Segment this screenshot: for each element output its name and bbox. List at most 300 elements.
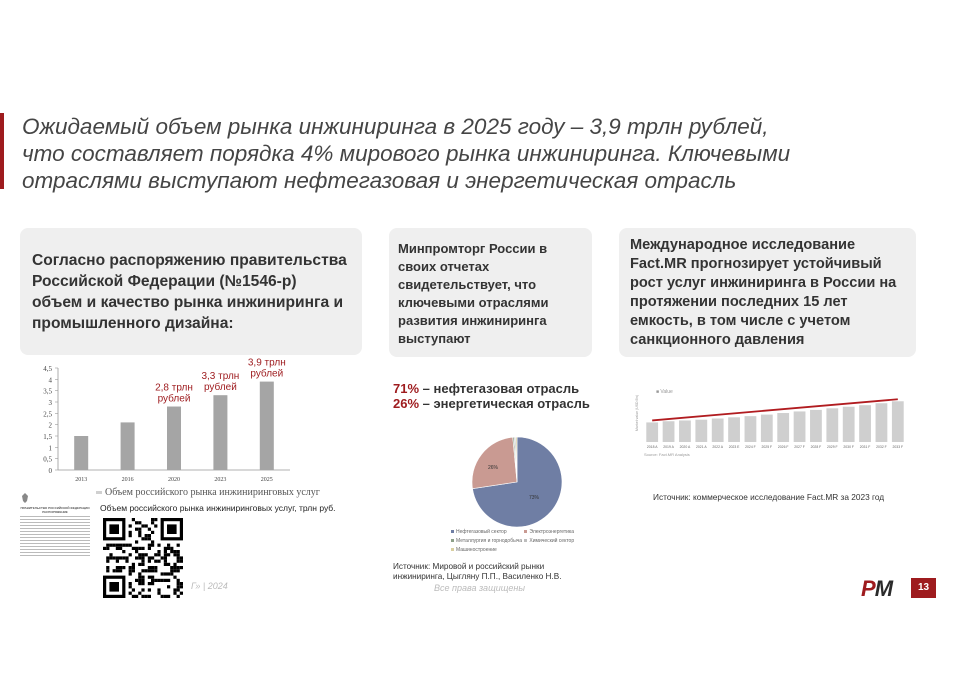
qr-module [167, 563, 170, 566]
share-energy-text: – энергетическая отрасль [419, 396, 590, 411]
qr-module [106, 547, 109, 550]
qr-module [106, 566, 109, 569]
qr-module [177, 560, 180, 563]
qr-module [148, 528, 151, 531]
forecast-x-label: 2023 E [728, 445, 740, 449]
data-label: 2,8 трлн [155, 382, 193, 394]
x-tick-label: 2013 [75, 477, 88, 483]
qr-module [138, 534, 141, 537]
data-label: 3,3 трлн [201, 371, 240, 383]
qr-module [177, 550, 180, 553]
qr-module [116, 560, 119, 563]
headline-line-1: Ожидаемый объем рынка инжиниринга в 2025 году – 3,9 трлн рублей, [22, 114, 769, 139]
y-axis-label: Market value (USD Bn) [635, 395, 639, 431]
qr-module [129, 553, 132, 556]
qr-module [180, 560, 183, 563]
qr-module [145, 595, 148, 598]
x-tick-label: 2025 [260, 477, 273, 483]
decree-text-line [20, 546, 90, 547]
qr-module [170, 569, 173, 572]
factmr-forecast-chart [634, 385, 916, 463]
pie-legend-item [524, 538, 596, 544]
factmr-card [619, 228, 916, 357]
qr-module [148, 595, 151, 598]
qr-module [177, 588, 180, 591]
qr-module [154, 553, 157, 556]
logo-letter-right: М [874, 576, 893, 601]
qr-module [138, 592, 141, 595]
qr-module [157, 553, 160, 556]
qr-module [141, 524, 144, 527]
qr-module [148, 569, 151, 572]
qr-module [113, 544, 116, 547]
qr-module [154, 560, 157, 563]
forecast-bar [646, 422, 658, 442]
forecast-bar [663, 421, 675, 442]
decree-text-line [20, 540, 90, 541]
qr-module [135, 595, 138, 598]
qr-module [177, 556, 180, 559]
y-tick-label: 4 [48, 376, 52, 385]
qr-module [173, 553, 176, 556]
share-oil-gas-text: – нефтегазовая отрасль [419, 381, 580, 396]
decree-text-line [20, 528, 90, 529]
qr-module [138, 528, 141, 531]
qr-module [167, 579, 170, 582]
rights-note: Все права защищены [434, 583, 525, 593]
qr-module [161, 572, 164, 575]
qr-module [141, 556, 144, 559]
y-tick-label: 2 [48, 421, 52, 430]
forecast-bar [876, 403, 888, 442]
decree-title: ПРАВИТЕЛЬСТВО РОССИЙСКОЙ ФЕДЕРАЦИИ [20, 506, 90, 510]
qr-module [145, 569, 148, 572]
qr-module [109, 544, 112, 547]
y-tick-label: 3,5 [43, 387, 52, 396]
pie-legend-item [524, 529, 596, 535]
bar [167, 407, 181, 470]
qr-module [138, 579, 141, 582]
y-tick-label: 0 [48, 467, 52, 475]
qr-module [145, 524, 148, 527]
forecast-x-label: 2028 F [810, 445, 822, 449]
qr-module [161, 579, 164, 582]
data-label: рублей [157, 393, 191, 405]
qr-module [138, 521, 141, 524]
bar-chart-caption: Объем российского рынка инжиниринговых услуг, трлн руб. [100, 503, 336, 513]
logo-letter-left: Р [861, 576, 875, 601]
forecast-bar [761, 415, 773, 442]
qr-finder [109, 582, 119, 592]
forecast-x-label: 2025 F [761, 445, 773, 449]
minprom-card-text: Минпромторг России в своих отчетах свидетельствует, что ключевыми отраслями развития инжиниринга выступают [398, 241, 549, 346]
forecast-x-label: 2026 F [777, 445, 789, 449]
page-number: 13 [911, 578, 936, 598]
qr-module [129, 544, 132, 547]
qr-module [106, 544, 109, 547]
forecast-x-label: 2018 A [646, 445, 658, 449]
qr-module [151, 566, 154, 569]
series-legend: ■ Value [656, 389, 673, 395]
qr-module [154, 579, 157, 582]
pie-legend-item [451, 529, 523, 535]
qr-module [129, 566, 132, 569]
qr-module [138, 582, 141, 585]
qr-module [167, 544, 170, 547]
decree-subtitle: РАСПОРЯЖЕНИЕ [42, 510, 68, 514]
qr-module [106, 556, 109, 559]
qr-module [164, 556, 167, 559]
qr-module [148, 537, 151, 540]
decree-text-line [20, 552, 90, 553]
qr-finder [167, 524, 177, 534]
qr-module [145, 537, 148, 540]
qr-module [170, 547, 173, 550]
pie-legend-label: Металлургия и горнодобыча [456, 538, 523, 544]
forecast-x-label: 2019 A [663, 445, 674, 449]
y-tick-label: 2,5 [43, 410, 52, 419]
qr-module [177, 553, 180, 556]
decree-card [20, 228, 362, 355]
pie-legend-label: Машиностроение [456, 547, 497, 553]
forecast-bar [728, 417, 740, 442]
qr-module [103, 547, 106, 550]
qr-module [129, 592, 132, 595]
headline-line-2: что составляет порядка 4% мирового рынка инжиниринга. Ключевыми [22, 141, 791, 166]
qr-module [138, 531, 141, 534]
forecast-bar [679, 420, 691, 442]
qr-module [151, 556, 154, 559]
forecast-bar [892, 401, 904, 442]
qr-module [138, 563, 141, 566]
y-tick-label: 1,5 [43, 433, 52, 441]
pie-slice [472, 437, 517, 488]
forecast-x-label: 2020 A [679, 445, 691, 449]
forecast-x-label: 2022 A [712, 445, 723, 449]
pie-legend [451, 529, 601, 556]
qr-module [180, 592, 183, 595]
forecast-bar [826, 408, 838, 442]
qr-module [138, 553, 141, 556]
qr-module [164, 550, 167, 553]
market-volume-bar-chart [28, 356, 298, 488]
pie-legend-label: Химический сектор [529, 538, 575, 544]
qr-module [122, 544, 125, 547]
qr-module [173, 550, 176, 553]
decree-text-line [20, 525, 90, 526]
qr-module [135, 579, 138, 582]
qr-module [122, 550, 125, 553]
qr-module [145, 534, 148, 537]
qr-module [157, 579, 160, 582]
qr-code-icon[interactable] [103, 518, 185, 602]
factmr-card-text: Международное исследование Fact.MR прогнозирует устойчивый рост услуг инжиниринга в России на протяжении последних 15 лет емкость, в том числе с учетом санкционного давления [630, 237, 897, 348]
legend-swatch [96, 491, 102, 494]
decree-text-line [20, 534, 90, 535]
qr-module [106, 560, 109, 563]
forecast-x-label: 2024 F [745, 445, 756, 449]
legend-dot [451, 539, 454, 542]
qr-module [129, 582, 132, 585]
forecast-bar [695, 420, 707, 442]
decree-card-text: Согласно распоряжению правительства Российской Федерации (№1546-р) объем и качество рынка инжиниринга и промышленного дизайна: [32, 252, 347, 332]
qr-module [116, 547, 119, 550]
data-label: 3,9 трлн [247, 357, 286, 369]
coat-of-arms-icon [20, 493, 30, 503]
qr-module [125, 544, 128, 547]
forecast-x-label: 2030 F [843, 445, 854, 449]
qr-module [132, 518, 135, 521]
decree-text-line [20, 519, 90, 520]
qr-module [167, 595, 170, 598]
qr-module [148, 534, 151, 537]
qr-module [151, 579, 154, 582]
industry-shares [393, 381, 590, 411]
qr-module [173, 588, 176, 591]
qr-module [151, 531, 154, 534]
qr-module [119, 566, 122, 569]
qr-module [151, 540, 154, 543]
qr-module [151, 544, 154, 547]
qr-module [164, 595, 167, 598]
qr-module [157, 550, 160, 553]
qr-module [122, 556, 125, 559]
qr-module [119, 544, 122, 547]
qr-module [138, 547, 141, 550]
qr-finder [109, 524, 119, 534]
qr-module [151, 576, 154, 579]
y-tick-label: 4,5 [43, 365, 52, 373]
qr-module [148, 560, 151, 563]
share-energy [393, 396, 590, 411]
qr-module [173, 566, 176, 569]
qr-module [157, 560, 160, 563]
qr-module [177, 582, 180, 585]
forecast-bar [745, 416, 757, 442]
bar [121, 422, 135, 470]
qr-module [161, 556, 164, 559]
qr-module [141, 588, 144, 591]
qr-module [129, 572, 132, 575]
share-energy-pct: 26% [393, 396, 420, 411]
qr-module [157, 588, 160, 591]
legend-dot [451, 530, 454, 533]
headline-accent-bar [0, 113, 4, 189]
page-title [22, 113, 922, 194]
qr-module [135, 540, 138, 543]
qr-module [170, 572, 173, 575]
qr-module [141, 582, 144, 585]
pie-legend-label: Электроэнергетика [529, 529, 574, 535]
pie-legend-label: Нефтегазовый сектор [456, 529, 507, 535]
qr-module [170, 550, 173, 553]
forecast-x-label: 2027 F [794, 445, 805, 449]
qr-module [148, 582, 151, 585]
industry-pie-chart [470, 436, 566, 528]
qr-module [141, 547, 144, 550]
qr-module [180, 582, 183, 585]
qr-module [132, 595, 135, 598]
legend-dot [524, 539, 527, 542]
qr-module [164, 547, 167, 550]
qr-module [173, 592, 176, 595]
minprom-source: Источник: Мировой и российский рынки инжиниринга, Цыгляну П.П., Василенко Н.В. [393, 562, 562, 581]
forecast-source: Source: Fact.MR Analysis [644, 452, 690, 457]
qr-module [164, 579, 167, 582]
legend-dot [451, 548, 454, 551]
forecast-bar [810, 410, 822, 442]
x-tick-label: 2020 [168, 477, 180, 483]
decree-text-line [20, 549, 90, 550]
qr-module [151, 521, 154, 524]
qr-module [148, 556, 151, 559]
qr-module [154, 518, 157, 521]
qr-module [125, 560, 128, 563]
forecast-x-label: 2021 A [696, 445, 707, 449]
qr-module [109, 553, 112, 556]
qr-module [180, 566, 183, 569]
qr-module [116, 556, 119, 559]
decree-document-thumbnail [20, 493, 90, 603]
pie-data-label: 73% [528, 495, 540, 501]
qr-module [148, 547, 151, 550]
qr-module [180, 585, 183, 588]
forecast-bar [859, 405, 871, 442]
data-label: рублей [250, 368, 284, 380]
qr-module [132, 569, 135, 572]
qr-module [173, 576, 176, 579]
qr-module [141, 576, 144, 579]
qr-module [177, 585, 180, 588]
qr-module [141, 537, 144, 540]
qr-module [132, 563, 135, 566]
qr-module [148, 544, 151, 547]
pie-data-label: 26% [487, 465, 499, 471]
qr-module [116, 544, 119, 547]
pie-legend-item [451, 547, 523, 553]
qr-module [135, 547, 138, 550]
decree-text-line [20, 531, 90, 532]
qr-module [141, 560, 144, 563]
qr-module [167, 547, 170, 550]
qr-module [177, 569, 180, 572]
decree-text-line [20, 516, 90, 517]
y-tick-label: 1 [48, 444, 52, 453]
decree-text-line [20, 537, 90, 538]
qr-module [177, 566, 180, 569]
qr-module [180, 556, 183, 559]
qr-module [148, 576, 151, 579]
qr-module [157, 592, 160, 595]
qr-module [141, 595, 144, 598]
bar-chart-legend-label: Объем российского рынка инжиниринговых услуг [105, 487, 320, 498]
qr-module [116, 566, 119, 569]
qr-module [125, 556, 128, 559]
factmr-source: Источник: коммерческое исследование Fact.MR за 2023 год [653, 492, 885, 502]
qr-module [135, 556, 138, 559]
qr-module [154, 566, 157, 569]
forecast-x-label: 2033 F [892, 445, 904, 449]
qr-module [167, 553, 170, 556]
forecast-bar [794, 411, 806, 442]
x-tick-label: 2023 [214, 477, 227, 483]
qr-module [141, 563, 144, 566]
qr-module [116, 569, 119, 572]
qr-module [129, 531, 132, 534]
minprom-card [389, 228, 592, 357]
qr-module [154, 569, 157, 572]
y-tick-label: 3 [48, 399, 52, 407]
qr-module [177, 579, 180, 582]
qr-module [164, 553, 167, 556]
forecast-x-label: 2029 F [827, 445, 838, 449]
qr-module [148, 566, 151, 569]
qr-module [170, 566, 173, 569]
qr-module [145, 553, 148, 556]
qr-module [135, 550, 138, 553]
qr-module [129, 585, 132, 588]
qr-module [173, 569, 176, 572]
qr-module [138, 572, 141, 575]
year-note: Г» | 2024 [191, 581, 228, 591]
qr-module [119, 569, 122, 572]
decree-text-line [20, 522, 90, 523]
bar-chart-legend [96, 487, 320, 498]
qr-module [132, 547, 135, 550]
bar [260, 382, 274, 470]
qr-module [141, 579, 144, 582]
qr-module [122, 566, 125, 569]
qr-module [151, 582, 154, 585]
y-tick-label: 0,5 [43, 455, 52, 464]
qr-module [157, 544, 160, 547]
legend-dot [524, 530, 527, 533]
qr-module [164, 572, 167, 575]
qr-module [109, 556, 112, 559]
qr-module [148, 588, 151, 591]
qr-module [106, 569, 109, 572]
qr-module [167, 585, 170, 588]
qr-module [119, 547, 122, 550]
data-label: рублей [203, 382, 237, 394]
qr-module [173, 563, 176, 566]
share-oil-gas-pct: 71% [393, 381, 420, 396]
qr-module [141, 553, 144, 556]
bar [213, 395, 227, 470]
company-logo [861, 576, 892, 602]
pie-legend-item [451, 538, 523, 544]
forecast-bar [843, 407, 855, 442]
qr-module [132, 566, 135, 569]
qr-module [132, 588, 135, 591]
qr-module [129, 524, 132, 527]
forecast-bar [777, 413, 789, 442]
qr-module [151, 569, 154, 572]
qr-module [164, 560, 167, 563]
qr-module [164, 563, 167, 566]
qr-module [113, 569, 116, 572]
decree-text-line [20, 555, 90, 556]
forecast-x-label: 2032 F [876, 445, 887, 449]
decree-text-line [20, 543, 90, 544]
forecast-x-label: 2031 F [859, 445, 871, 449]
bar [74, 436, 88, 470]
share-oil-gas [393, 381, 590, 396]
forecast-bar [712, 419, 724, 443]
qr-module [113, 556, 116, 559]
qr-module [161, 595, 164, 598]
qr-module [177, 595, 180, 598]
